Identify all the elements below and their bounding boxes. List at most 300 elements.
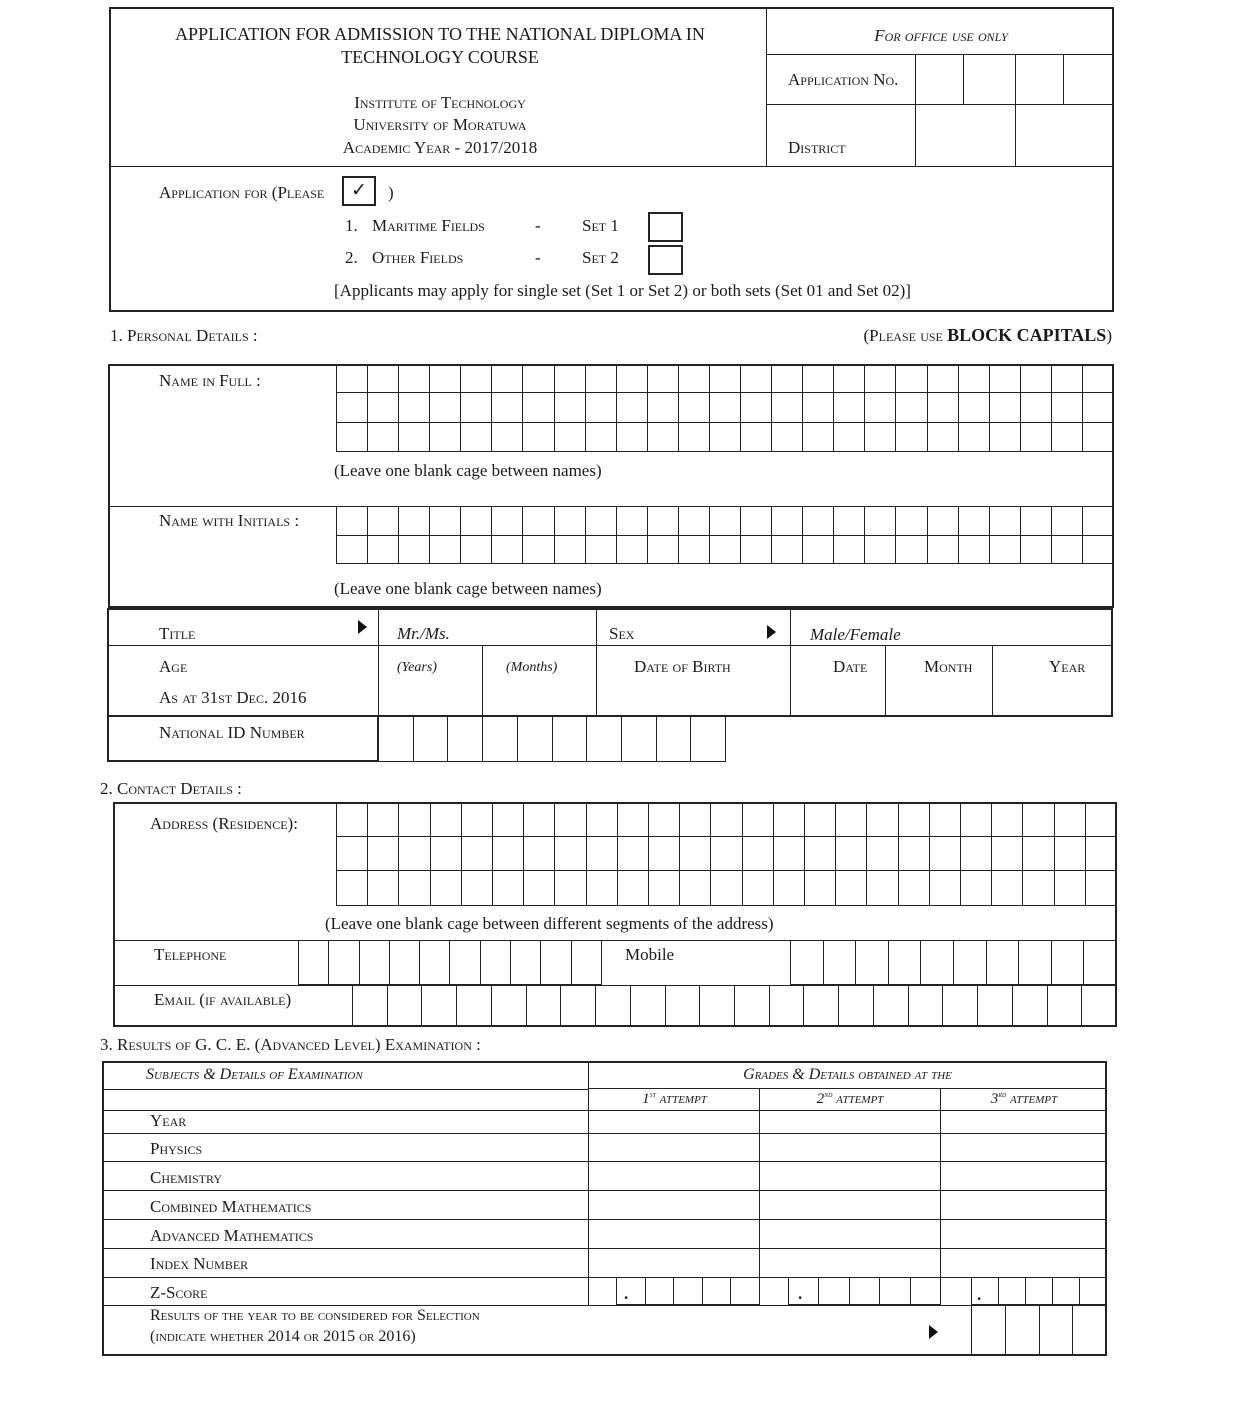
input-cage[interactable] [368,364,399,393]
input-cage[interactable] [1083,536,1114,565]
input-cage[interactable] [865,393,896,422]
input-cage[interactable] [617,364,648,393]
input-cage[interactable] [461,423,492,452]
academic-year: Academic Year - 2017/2018 [342,138,538,157]
input-cage[interactable] [679,507,710,536]
input-cage[interactable] [337,871,368,906]
input-cage[interactable] [774,837,805,872]
input-cage[interactable] [337,393,368,422]
input-cage[interactable] [959,423,990,452]
input-cage[interactable] [1086,802,1117,837]
input-cage[interactable] [711,837,742,872]
input-cage[interactable] [999,1277,1026,1305]
input-cage[interactable] [930,802,961,837]
input-cage[interactable] [596,986,631,1027]
input-cage[interactable] [431,871,462,906]
input-cage[interactable] [399,507,430,536]
input-cage[interactable] [399,837,430,872]
input-cage[interactable] [586,536,617,565]
input-cage[interactable] [896,364,927,393]
input-cage[interactable] [1086,837,1117,872]
input-cage[interactable] [1052,393,1083,422]
input-cage[interactable] [1084,941,1117,985]
input-cage[interactable] [368,536,399,565]
input-cage[interactable] [337,507,368,536]
input-cage[interactable] [481,941,511,985]
input-cage[interactable] [803,423,834,452]
input-cage[interactable] [492,507,523,536]
input-cage[interactable] [1052,941,1085,985]
input-cage[interactable] [710,507,741,536]
input-cage[interactable] [880,1277,910,1305]
input-cage[interactable] [657,716,692,762]
input-cage[interactable] [930,837,961,872]
name-initials-grid[interactable] [336,507,1114,564]
input-cage[interactable] [867,837,898,872]
input-cage[interactable] [649,837,680,872]
zscore-attempt3-grid[interactable] [971,1277,1107,1305]
input-cage[interactable] [399,536,430,565]
input-cage[interactable] [523,423,554,452]
input-cage[interactable] [856,941,889,985]
input-cage[interactable] [772,423,803,452]
input-cage[interactable] [561,986,596,1027]
input-cage[interactable] [399,423,430,452]
input-cage[interactable] [493,871,524,906]
input-cage[interactable] [420,941,450,985]
input-cage[interactable] [803,536,834,565]
input-cage[interactable] [462,802,493,837]
input-cage[interactable] [511,941,541,985]
input-cage[interactable] [896,536,927,565]
input-cage[interactable] [461,507,492,536]
input-cage[interactable] [649,871,680,906]
input-cage[interactable] [524,837,555,872]
input-cage[interactable] [523,536,554,565]
input-cage[interactable] [710,393,741,422]
input-cage[interactable] [679,536,710,565]
input-cage[interactable] [741,423,772,452]
input-cage[interactable] [1021,364,1052,393]
input-cage[interactable] [337,837,368,872]
input-cage[interactable] [414,716,449,762]
input-cage[interactable] [646,1277,675,1305]
input-cage[interactable] [959,536,990,565]
input-cage[interactable] [772,507,803,536]
input-cage[interactable] [617,1277,646,1305]
input-cage[interactable] [1023,871,1054,906]
input-cage[interactable] [1026,1277,1053,1305]
email-grid[interactable] [352,986,1117,1027]
option2-set: Set 2 [582,248,619,267]
input-cage[interactable] [992,802,1023,837]
input-cage[interactable] [743,802,774,837]
input-cage[interactable] [587,871,618,906]
input-cage[interactable] [555,802,586,837]
input-cage[interactable] [524,802,555,837]
input-cage[interactable] [1013,986,1048,1027]
input-cage[interactable] [990,364,1021,393]
input-cage[interactable] [368,837,399,872]
input-cage[interactable] [492,423,523,452]
input-cage[interactable] [555,507,586,536]
input-cage[interactable] [618,871,649,906]
input-cage[interactable] [978,986,1013,1027]
input-cage[interactable] [422,986,457,1027]
input-cage[interactable] [368,393,399,422]
input-cage[interactable] [648,507,679,536]
option1-num: 1. [345,216,358,235]
input-cage[interactable] [791,941,824,985]
input-cage[interactable] [399,871,430,906]
input-cage[interactable] [523,393,554,422]
input-cage[interactable] [555,364,586,393]
input-cage[interactable] [874,986,909,1027]
input-cage[interactable] [555,423,586,452]
input-cage[interactable] [493,802,524,837]
input-cage[interactable] [329,941,359,985]
input-cage[interactable] [483,716,518,762]
input-cage[interactable] [462,837,493,872]
mobile-grid[interactable] [790,941,1117,985]
input-cage[interactable] [961,871,992,906]
input-cage[interactable] [430,423,461,452]
input-cage[interactable] [1083,393,1114,422]
set2-checkbox[interactable] [648,245,683,275]
input-cage[interactable] [1055,871,1086,906]
input-cage[interactable] [930,871,961,906]
input-cage[interactable] [803,507,834,536]
input-cage[interactable] [622,716,657,762]
input-cage[interactable] [448,716,483,762]
input-cage[interactable] [972,1305,1006,1356]
input-cage[interactable] [921,941,954,985]
input-cage[interactable] [1053,1277,1080,1305]
input-cage[interactable] [680,871,711,906]
input-cage[interactable] [1048,986,1083,1027]
input-cage[interactable] [555,837,586,872]
input-cage[interactable] [430,393,461,422]
input-cage[interactable] [555,871,586,906]
input-cage[interactable] [493,837,524,872]
input-cage[interactable] [617,536,648,565]
input-cage[interactable] [770,986,805,1027]
input-cage[interactable] [431,837,462,872]
row-year-label: Year [150,1111,187,1130]
input-cage[interactable] [648,393,679,422]
input-cage[interactable] [896,423,927,452]
input-cage[interactable] [741,536,772,565]
input-cage[interactable] [836,802,867,837]
input-cage[interactable] [899,871,930,906]
input-cage[interactable] [450,941,480,985]
input-cage[interactable] [710,364,741,393]
input-cage[interactable] [390,941,420,985]
input-cage[interactable] [461,364,492,393]
input-cage[interactable] [741,364,772,393]
input-cage[interactable] [804,986,839,1027]
input-cage[interactable] [1006,1305,1040,1356]
district-label: District [788,138,846,157]
input-cage[interactable] [743,837,774,872]
input-cage[interactable] [1080,1277,1107,1305]
input-cage[interactable] [618,802,649,837]
input-cage[interactable] [990,507,1021,536]
input-cage[interactable] [1021,423,1052,452]
input-cage[interactable] [1052,507,1083,536]
input-cage[interactable] [618,837,649,872]
input-cage[interactable] [518,716,553,762]
form-title-line1: APPLICATION FOR ADMISSION TO THE NATIONAL DIPLOMA IN [175,24,705,44]
input-cage[interactable] [865,536,896,565]
input-cage[interactable] [1021,507,1052,536]
input-cage[interactable] [867,802,898,837]
input-cage[interactable] [836,871,867,906]
input-cage[interactable] [959,364,990,393]
input-cage[interactable] [899,802,930,837]
input-cage[interactable] [399,802,430,837]
input-cage[interactable] [679,423,710,452]
subjects-column-header: Subjects & Details of Examination [146,1066,363,1083]
input-cage[interactable] [555,536,586,565]
input-cage[interactable] [1023,802,1054,837]
input-cage[interactable] [911,1277,941,1305]
input-cage[interactable] [492,364,523,393]
input-cage[interactable] [805,837,836,872]
input-cage[interactable] [617,393,648,422]
name-initials-label: Name with Initials : [159,511,300,530]
input-cage[interactable] [954,941,987,985]
input-cage[interactable] [990,393,1021,422]
input-cage[interactable] [524,871,555,906]
input-cage[interactable] [399,364,430,393]
input-cage[interactable] [430,507,461,536]
input-cage[interactable] [928,423,959,452]
input-cage[interactable] [987,941,1020,985]
input-cage[interactable] [337,364,368,393]
input-cage[interactable] [834,536,865,565]
input-cage[interactable] [928,507,959,536]
input-cage[interactable] [774,871,805,906]
input-cage[interactable] [850,1277,880,1305]
input-cage[interactable] [649,802,680,837]
input-cage[interactable] [399,393,430,422]
input-cage[interactable] [834,364,865,393]
input-cage[interactable] [867,871,898,906]
input-cage[interactable] [711,871,742,906]
input-cage[interactable] [492,536,523,565]
address-note: (Leave one blank cage between different segments of the address) [325,914,774,933]
input-cage[interactable] [896,507,927,536]
input-cage[interactable] [959,393,990,422]
input-cage[interactable] [461,393,492,422]
input-cage[interactable] [834,507,865,536]
input-cage[interactable] [431,802,462,837]
input-cage[interactable] [928,393,959,422]
input-cage[interactable] [928,536,959,565]
input-cage[interactable] [992,871,1023,906]
address-grid[interactable] [336,802,1117,906]
input-cage[interactable] [865,364,896,393]
input-cage[interactable] [711,802,742,837]
input-cage[interactable] [1052,364,1083,393]
set1-checkbox[interactable] [648,212,683,242]
input-cage[interactable] [1055,802,1086,837]
input-cage[interactable] [772,393,803,422]
input-cage[interactable] [1055,837,1086,872]
input-cage[interactable] [789,1277,819,1305]
input-cage[interactable] [353,986,388,1027]
input-cage[interactable] [805,802,836,837]
zscore-attempt2-grid[interactable] [788,1277,941,1305]
telephone-grid[interactable] [298,941,602,985]
input-cage[interactable] [666,986,701,1027]
sex-label: Sex [609,624,635,643]
input-cage[interactable] [492,393,523,422]
input-cage[interactable] [674,1277,703,1305]
arrow-right-icon [929,1325,938,1339]
input-cage[interactable] [1086,871,1117,906]
nic-grid[interactable] [378,716,726,762]
input-cage[interactable] [710,423,741,452]
input-cage[interactable] [527,986,562,1027]
input-cage[interactable] [819,1277,849,1305]
input-cage[interactable] [805,871,836,906]
input-cage[interactable] [772,364,803,393]
input-cage[interactable] [990,536,1021,565]
input-cage[interactable] [388,986,423,1027]
input-cage[interactable] [679,393,710,422]
input-cage[interactable] [587,802,618,837]
arrow-right-icon [767,625,776,639]
input-cage[interactable] [961,837,992,872]
input-cage[interactable] [523,507,554,536]
input-cage[interactable] [541,941,571,985]
input-cage[interactable] [839,986,874,1027]
input-cage[interactable] [909,986,944,1027]
selection-year-grid[interactable] [971,1305,1107,1356]
input-cage[interactable] [337,423,368,452]
input-cage[interactable] [1083,364,1114,393]
input-cage[interactable] [803,393,834,422]
input-cage[interactable] [1083,507,1114,536]
input-cage[interactable] [700,986,735,1027]
input-cage[interactable] [1052,536,1083,565]
input-cage[interactable] [992,837,1023,872]
input-cage[interactable] [368,802,399,837]
input-cage[interactable] [710,536,741,565]
input-cage[interactable] [299,941,329,985]
input-cage[interactable] [587,716,622,762]
input-cage[interactable] [1082,986,1117,1027]
input-cage[interactable] [899,837,930,872]
title-value[interactable]: Mr./Ms. [397,624,450,643]
input-cage[interactable] [772,536,803,565]
input-cage[interactable] [834,393,865,422]
input-cage[interactable] [679,364,710,393]
input-cage[interactable] [1073,1305,1107,1356]
zscore-decimal-1: . [624,1284,629,1303]
input-cage[interactable] [1019,941,1052,985]
input-cage[interactable] [1021,393,1052,422]
input-cage[interactable] [928,364,959,393]
input-cage[interactable] [836,837,867,872]
form-title-line2: TECHNOLOGY COURSE [341,47,539,67]
input-cage[interactable] [587,837,618,872]
input-cage[interactable] [865,423,896,452]
input-cage[interactable] [648,536,679,565]
input-cage[interactable] [462,871,493,906]
input-cage[interactable] [586,507,617,536]
input-cage[interactable] [961,802,992,837]
input-cage[interactable] [691,716,726,762]
input-cage[interactable] [617,423,648,452]
input-cage[interactable] [457,986,492,1027]
input-cage[interactable] [360,941,390,985]
input-cage[interactable] [492,986,527,1027]
input-cage[interactable] [368,871,399,906]
input-cage[interactable] [586,393,617,422]
input-cage[interactable] [865,507,896,536]
sex-value[interactable]: Male/Female [810,625,901,644]
input-cage[interactable] [572,941,602,985]
input-cage[interactable] [1040,1305,1074,1356]
input-cage[interactable] [337,802,368,837]
input-cage[interactable] [631,986,666,1027]
input-cage[interactable] [824,941,857,985]
input-cage[interactable] [523,364,554,393]
input-cage[interactable] [430,364,461,393]
input-cage[interactable] [741,393,772,422]
input-cage[interactable] [553,716,588,762]
input-cage[interactable] [703,1277,732,1305]
input-cage[interactable] [834,423,865,452]
input-cage[interactable] [461,536,492,565]
input-cage[interactable] [743,871,774,906]
input-cage[interactable] [648,423,679,452]
zscore-attempt1-grid[interactable] [616,1277,760,1305]
input-cage[interactable] [617,507,648,536]
input-cage[interactable] [959,507,990,536]
input-cage[interactable] [648,364,679,393]
input-cage[interactable] [889,941,922,985]
input-cage[interactable] [731,1277,760,1305]
input-cage[interactable] [803,364,834,393]
input-cage[interactable] [680,802,711,837]
input-cage[interactable] [586,423,617,452]
dob-year-label: Year [1049,657,1086,676]
input-cage[interactable] [896,393,927,422]
input-cage[interactable] [990,423,1021,452]
input-cage[interactable] [379,716,414,762]
input-cage[interactable] [1021,536,1052,565]
input-cage[interactable] [368,423,399,452]
input-cage[interactable] [741,507,772,536]
name-full-grid[interactable] [336,364,1114,452]
input-cage[interactable] [680,837,711,872]
input-cage[interactable] [1052,423,1083,452]
input-cage[interactable] [586,364,617,393]
input-cage[interactable] [430,536,461,565]
input-cage[interactable] [735,986,770,1027]
input-cage[interactable] [337,536,368,565]
input-cage[interactable] [774,802,805,837]
input-cage[interactable] [1083,423,1114,452]
input-cage[interactable] [555,393,586,422]
input-cage[interactable] [1023,837,1054,872]
input-cage[interactable] [368,507,399,536]
input-cage[interactable] [943,986,978,1027]
